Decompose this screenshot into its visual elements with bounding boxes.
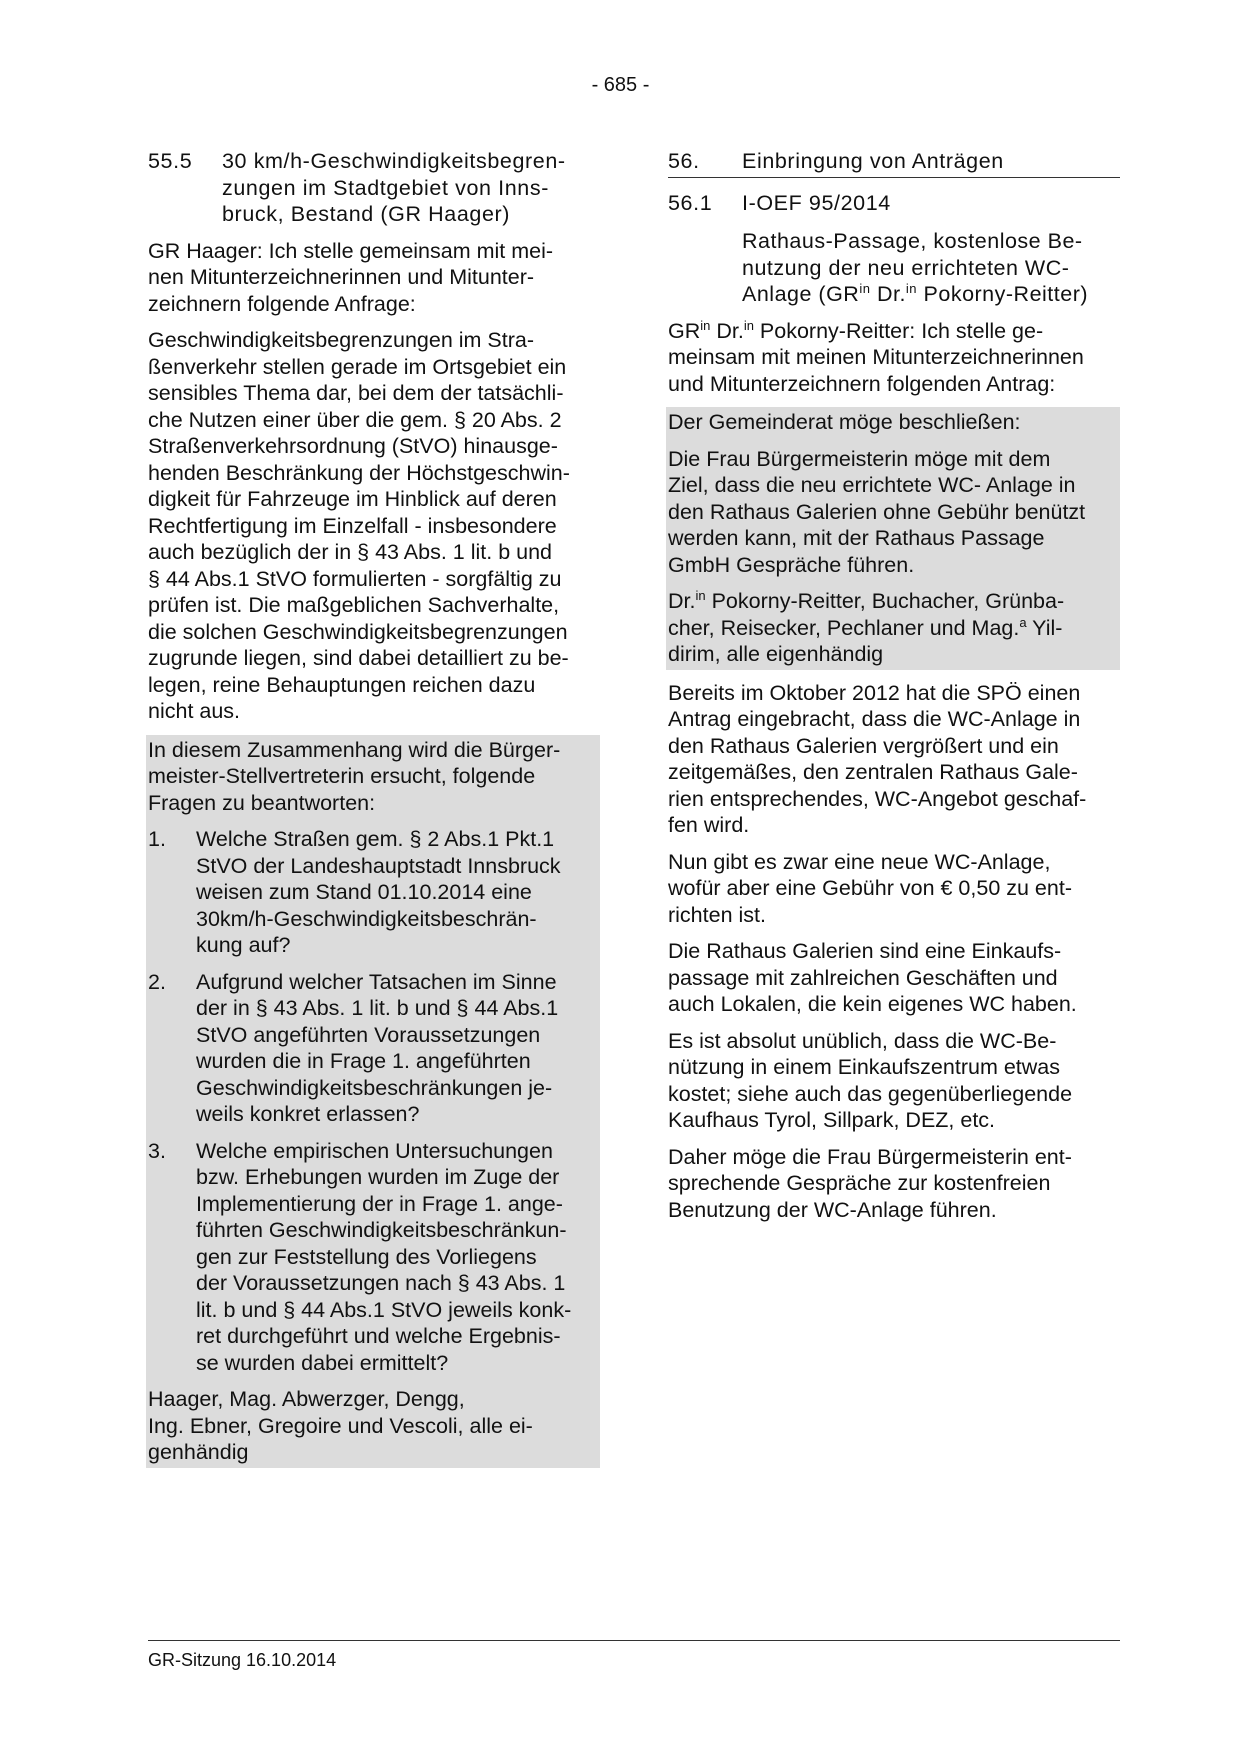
- list-item: 1. Welche Straßen gem. § 2 Abs.1 Pkt.1 StVO der Landeshauptstadt Innsbruck weisen zum Stand 01.10.2014 eine 30km/h-Geschwindigkeitsbeschrän- kung auf?: [148, 826, 596, 959]
- subsection-title: Rathaus-Passage, kostenlose Be- nutzung der neu errichteten WC- Anlage ($GR^{in}$ Dr.$^{in}$ Pokorny-Reitter): [742, 229, 1089, 306]
- list-item: 2. Aufgrund welcher Tatsachen im Sinne der in § 43 Abs. 1 lit. b und § 44 Abs.1 StVO angeführten Voraussetzungen wurden die in Frage 1. angeführten Geschwindigkeitsbeschränkungen je- weils konkret erlassen?: [148, 969, 596, 1128]
- subsection-number: 56.1: [668, 190, 713, 215]
- section-heading-56: [668, 148, 1120, 178]
- section-number: 55.5: [148, 149, 193, 173]
- justification-text: [668, 680, 1120, 1224]
- section-number: 56.: [668, 149, 700, 173]
- inquiry-block: [146, 735, 600, 1468]
- intro-paragraph: $GR^{in}$ Dr.$^{in}$ Pokorny-Reitter: Ich stelle ge- meinsam mit meinen Mitunterzeichnerinnen und Mitunterzeichnern folgenden Antrag:: [668, 317, 1084, 396]
- question-text: Aufgrund welcher Tatsachen im Sinne der in § 43 Abs. 1 lit. b und § 44 Abs.1 StVO angeführten Voraussetzungen wurden die in Frage 1. angeführten Geschwindigkeitsbeschränkungen je- weils konkret erlassen?: [196, 969, 559, 1126]
- question-list: [148, 826, 596, 1376]
- left-column: [148, 148, 600, 1468]
- signatures: Haager, Mag. Abwerzger, Dengg, Ing. Ebner, Gregoire und Vescoli, alle ei- genhändig: [148, 1387, 533, 1464]
- motion-block: [666, 407, 1120, 670]
- page-number: - 685 -: [591, 74, 650, 96]
- subsection-heading: [668, 190, 1120, 217]
- body-paragraph: Geschwindigkeitsbegrenzungen im Stra- ßenverkehr stellen gerade im Ortsgebiet ein sensibles Thema dar, bei dem der tatsächli- che Nutzen einer über die gem. § 20 Abs. 2 Straßenverkehrsordnung (StVO) hinausge- henden Beschränkung der Höchstgeschwin- digkeit für Fahrzeuge im Hinblick auf deren Rechtfertigung im Einzelfall - insbesondere auch bezüglich der in § 43 Abs. 1 lit. b und § 44 Abs.1 StVO formulierten - sorgfältig zu prüfen ist. Die maßgeblichen Sachverhalte, die solchen Geschwindigkeitsbegrenzungen zugrunde liegen, sind dabei detailliert zu be- legen, reine Behauptungen reichen dazu nicht aus.: [148, 328, 570, 723]
- subsection-code: I-OEF 95/2014: [742, 190, 891, 215]
- question-text: Welche Straßen gem. § 2 Abs.1 Pkt.1 StVO der Landeshauptstadt Innsbruck weisen zum Stand 01.10.2014 eine 30km/h-Geschwindigkeitsbeschrän- kung auf?: [196, 827, 561, 957]
- paragraph: Daher möge die Frau Bürgermeisterin ent- sprechende Gespräche zur kostenfreien Benutzung der WC-Anlage führen.: [668, 1144, 1072, 1222]
- paragraph: Nun gibt es zwar eine neue WC-Anlage, wofür aber eine Gebühr von € 0,50 zu ent- richten ist.: [668, 849, 1072, 927]
- request-text: In diesem Zusammenhang wird die Bürger- meister-Stellvertreterin ersucht, folgende Fragen zu beantworten:: [148, 737, 561, 815]
- right-column: [668, 148, 1120, 1223]
- paragraph: Bereits im Oktober 2012 hat die SPÖ einen Antrag eingebracht, dass die WC-Anlage in den Rathaus Galerien vergrößert und ein zeitgemäßes, den zentralen Rathaus Gale- rien entsprechendes, WC-Angebot geschaf- fen wird.: [668, 680, 1087, 837]
- paragraph: Die Rathaus Galerien sind eine Einkaufs- passage mit zahlreichen Geschäften und auch Lokalen, die kein eigenes WC haben.: [668, 939, 1077, 1016]
- footer-session-date: GR-Sitzung 16.10.2014: [148, 1650, 337, 1670]
- section-heading-55-5: [148, 148, 600, 228]
- section-title: Einbringung von Anträgen: [742, 149, 1004, 173]
- paragraph: Es ist absolut unüblich, dass die WC-Be- nützung in einem Einkaufszentrum etwas kostet; siehe auch das gegenüberliegende Kaufhaus Tyrol, Sillpark, DEZ, etc.: [668, 1028, 1073, 1132]
- question-text: Welche empirischen Untersuchungen bzw. Erhebungen wurden im Zuge der Implementierung der in Frage 1. ange- führten Geschwindigkeitsbeschränkun- gen zur Feststellung des Vorliegens der Voraussetzungen nach § 43 Abs. 1 lit. b und § 44 Abs.1 StVO jeweils konk- ret durchgeführt und welche Ergebnis- se wurden dabei ermittelt?: [196, 1138, 572, 1375]
- intro-paragraph: GR Haager: Ich stelle gemeinsam mit mei- nen Mitunterzeichnerinnen und Mitunter- zeichnern folgende Anfrage:: [148, 238, 554, 316]
- footer-divider: [148, 1640, 1120, 1641]
- resolution-heading: Der Gemeinderat möge beschließen:: [668, 410, 1021, 434]
- section-title: 30 km/h-Geschwindigkeitsbegren- zungen im Stadtgebiet von Inns- bruck, Bestand (GR Haager): [222, 149, 566, 226]
- resolution-text: Die Frau Bürgermeisterin möge mit dem Ziel, dass die neu errichtete WC- Anlage in den Rathaus Galerien ohne Gebühr benützt werden kann, mit der Rathaus Passage GmbH Gespräche führen.: [668, 446, 1086, 577]
- signatures: Dr.$^{in}$ Pokorny-Reitter, Buchacher, Grünba- cher, Reisecker, Pechlaner und Mag.$^a$ Yil- dirim, alle eigenhändig: [668, 587, 1065, 666]
- list-item: 3. Welche empirischen Untersuchungen bzw. Erhebungen wurden im Zuge der Implementierung der in Frage 1. ange- führten Geschwindigkeitsbeschränkun- gen zur Feststellung des Vorliegens der Voraussetzungen nach § 43 Abs. 1 lit. b und § 44 Abs.1 StVO jeweils konk- ret durchgeführt und welche Ergebnis- se wurden dabei ermittelt?: [148, 1138, 596, 1377]
